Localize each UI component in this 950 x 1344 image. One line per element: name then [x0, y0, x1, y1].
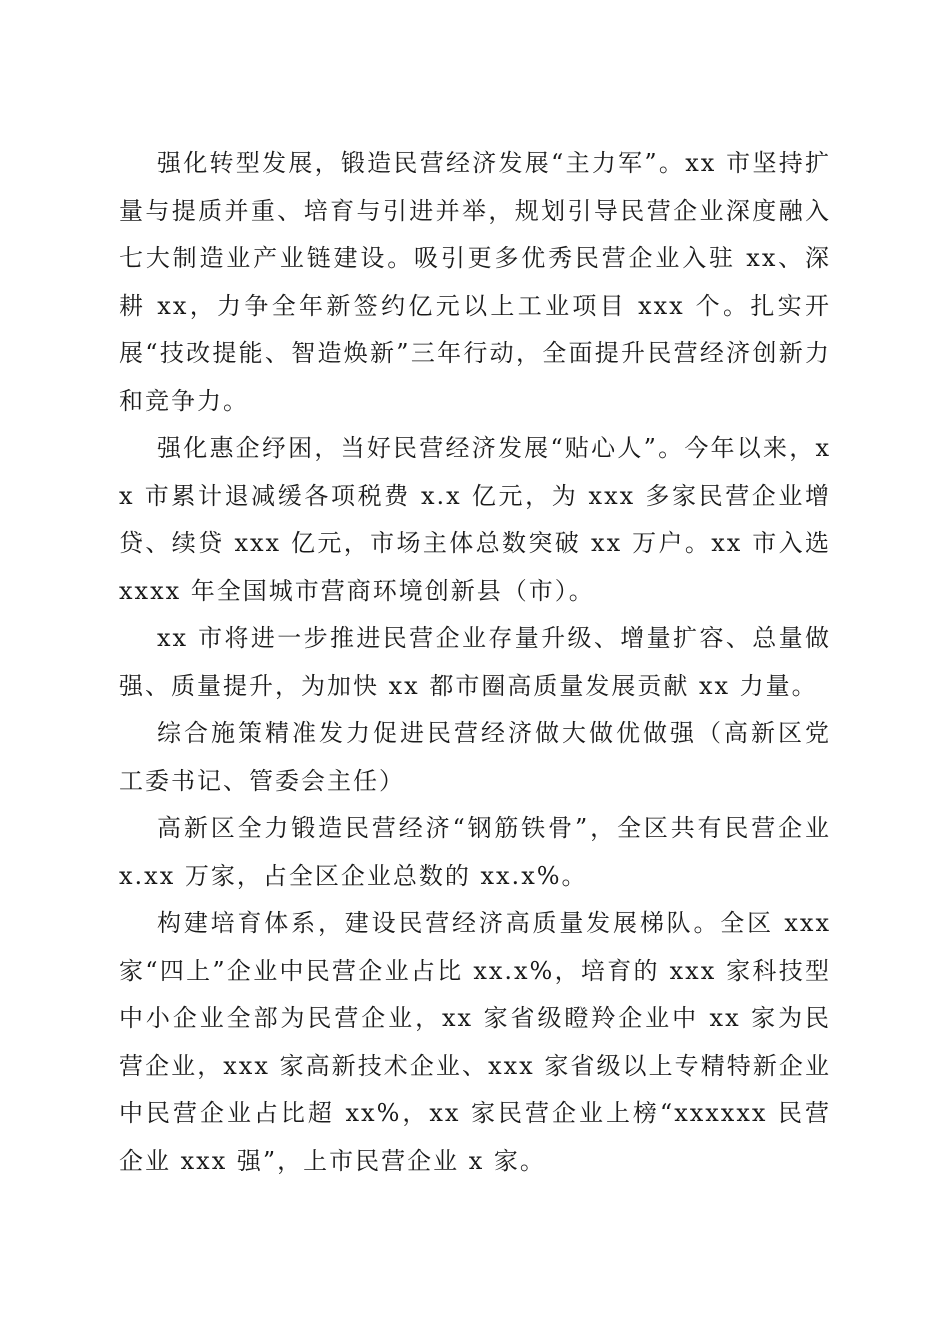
document-body [119, 140, 831, 1185]
paragraph-hi-tech-overview: 高新区全力锻造民营经济“钢筋铁骨”，全区共有民营企业 x.xx 万家，占全区企业总数的 xx.x%。 [119, 814, 831, 890]
section-heading-hi-tech-zone: 综合施策精准发力促进民营经济做大做优做强（高新区党工委书记、管委会主任） [119, 719, 831, 795]
paragraph-cultivation-system: 构建培育体系，建设民营经济高质量发展梯队。全区 xxx 家“四上”企业中民营企业占比 xx.x%，培育的 xxx 家科技型中小企业全部为民营企业，xx 家省级瞪羚企业中 xx 家为民营企业，xxx 家高新技术企业、xxx 家省级以上专精特新企业中民营企业占比超 xx%，xx 家民营企业上榜“xxxxxx 民营企业 xxx 强”，上市民营企业 x 家。 [119, 909, 831, 1175]
paragraph-enterprise-relief: 强化惠企纾困，当好民营经济发展“贴心人”。今年以来，xx 市累计退减缓各项税费 x.x 亿元，为 xxx 多家民营企业增贷、续贷 xxx 亿元，市场主体总数突破 xx 万户。xx 市入选 xxxx 年全国城市营商环境创新县（市）。 [119, 434, 831, 605]
paragraph-city-plan: xx 市将进一步推进民营企业存量升级、增量扩容、总量做强、质量提升，为加快 xx 都市圈高质量发展贡献 xx 力量。 [119, 624, 831, 700]
paragraph-transformation: 强化转型发展，锻造民营经济发展“主力军”。xx 市坚持扩量与提质并重、培育与引进并举，规划引导民营企业深度融入七大制造业产业链建设。吸引更多优秀民营企业入驻 xx、深耕 xx，力争全年新签约亿元以上工业项目 xxx 个。扎实开展“技改提能、智造焕新”三年行动，全面提升民营经济创新力和竞争力。 [119, 149, 831, 415]
